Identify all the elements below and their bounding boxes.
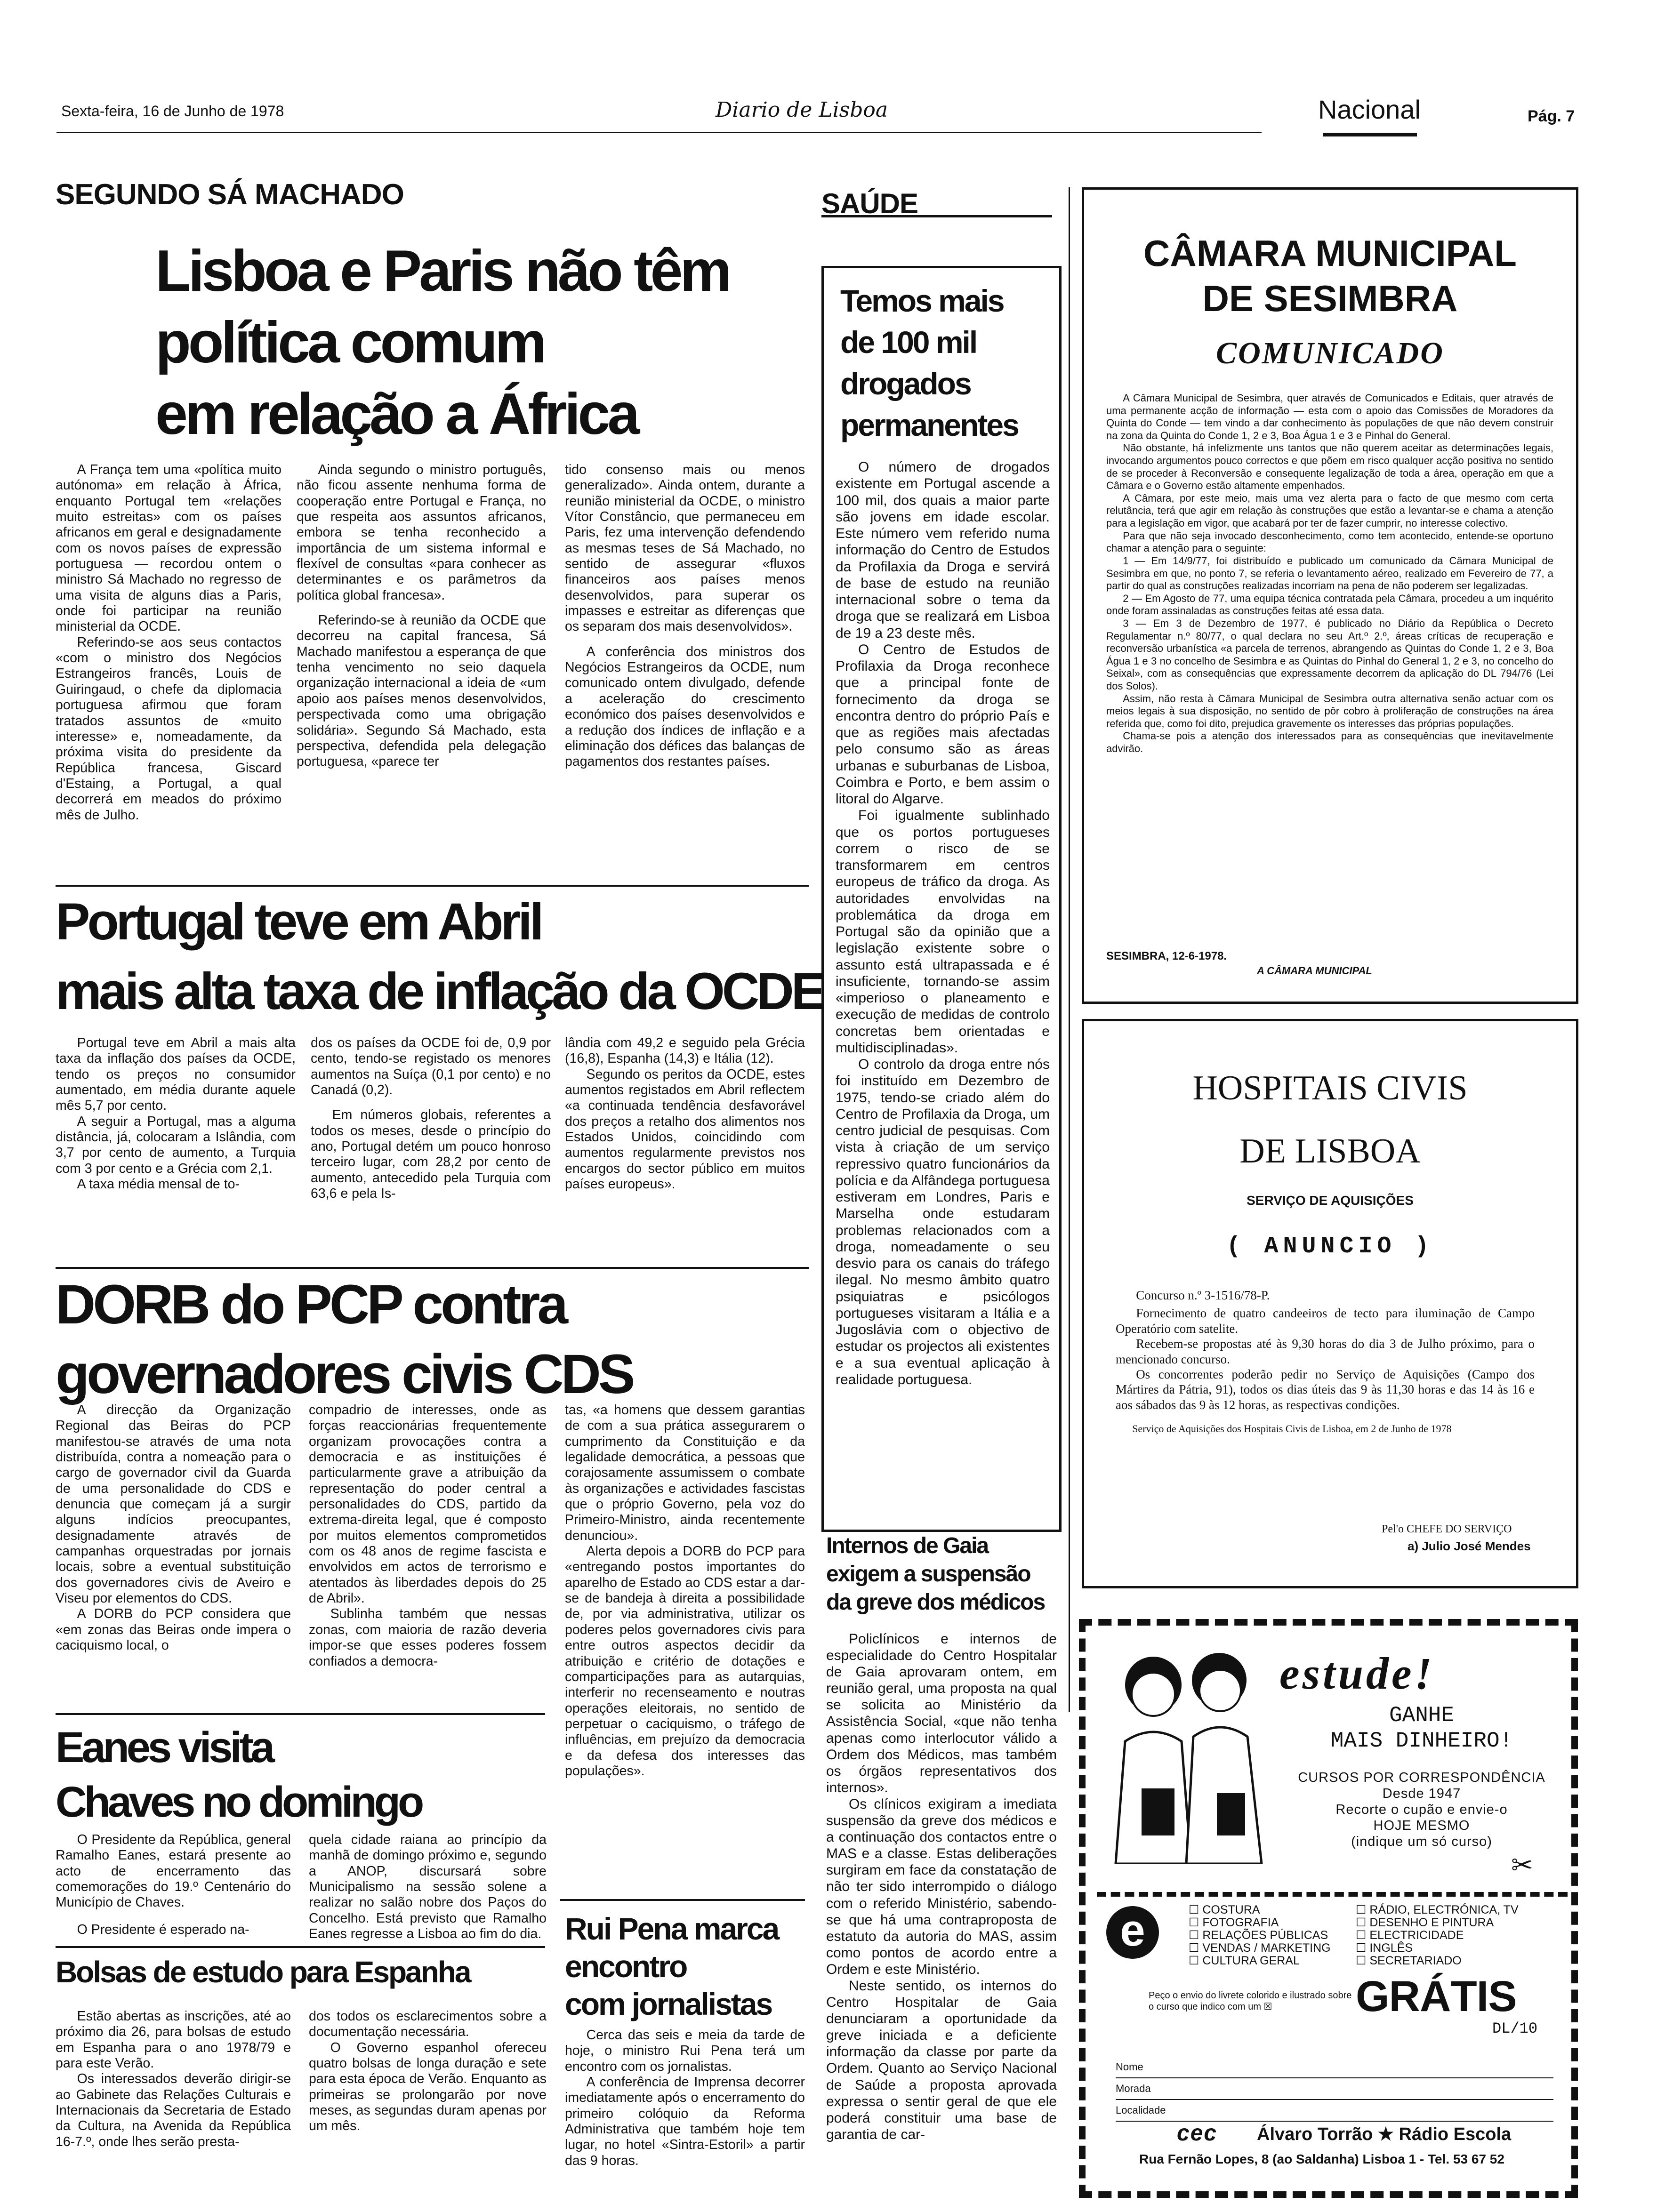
cec-logo: e <box>1106 1906 1159 1959</box>
article6-top-rule <box>560 1899 805 1901</box>
article3-col2: compadrio de interesses, onde as forças reaccionárias frequentemente organizam provocações contra a democracia e as instituições é particularmente grave a atribuição da representação do poder central a personalidades do CDS, partido da extrema-direita legal, que é composto por muitos elementos comprometidos com os 48 anos de regime fascista e envolvidos em actos de terrorismo e atentados às liberdades depois do 25 de Abril». Sublinha também que nessas zonas, com maioria de razão deveria impor-se que esses poderes fossem confiados a democra- <box>309 1403 547 1669</box>
estude-slogan: GANHE MAIS DINHEIRO! <box>1330 1703 1513 1753</box>
students-illustration <box>1097 1638 1285 1864</box>
saude-label: SAÚDE <box>821 188 918 219</box>
camara-signature: A CÂMARA MUNICIPAL <box>1257 965 1372 977</box>
article1-col1: A França tem uma «política muito autónoma» em relação à África, enquanto Portugal tem «relações muito estreitas» com os países africanos em geral e designadamente com os novos países de expressão portuguesa — recordou ontem o ministro Sá Machado no regresso de uma visita de alguns dias a Paris, onde foi participar na reunião ministerial da OCDE. Referindo-se aos seus contactos «com o ministro dos Negócios Estrangeiros francês, Louis de Guiringaud, o chefe da diplomacia portuguesa afirmou que foram tratados assuntos de «muito interesse» e, nomeadamente, da próxima visita do presidente da República francesa, Giscard d'Estaing, a Portugal, a qual decorrerá em meados do próximo mês de Julho. <box>56 462 282 823</box>
header-date: Sexta-feira, 16 de Junho de 1978 <box>61 103 284 120</box>
article4-col2: quela cidade raiana ao princípio da manhã de domingo próximo e, segundo a ANOP, discursará sobre Municipalismo na sessão solene a realizar no salão nobre dos Paços do Concelho. Está previsto que Ramalho Eanes regresse a Lisboa ao fim do dia. <box>309 1832 547 1942</box>
address-field[interactable]: Morada <box>1116 2078 1553 2100</box>
article2-headline: Portugal teve em Abril mais alta taxa de inflação da OCDE <box>56 893 823 1020</box>
article4-col1: O Presidente da República, general Ramalho Eanes, estará presente ao acto de encerramento das comemorações do 19.º Centenário do Município de Chaves. O Presidente é esperado na- <box>56 1832 291 1937</box>
newspaper-name: Diario de Lisboa <box>716 98 888 122</box>
course-checkbox[interactable]: ☐ SECRETARIADO <box>1356 1954 1462 1967</box>
estude-brand: estude! <box>1279 1648 1435 1699</box>
course-checkbox[interactable]: ☐ COSTURA <box>1189 1903 1260 1916</box>
section-name: Nacional <box>1318 95 1421 124</box>
scissors-icon: ✂ <box>1511 1850 1533 1880</box>
article2-col1: Portugal teve em Abril a mais alta taxa da inflação dos países da OCDE, tendo os preços no consumidor aumentado, em média durante aquele mês 5,7 por cento. A seguir a Portugal, mas a alguma distância, já, colocaram a Islândia, com 3,7 por cento de aumento, a Turquia com 3 por cento e a Grécia com 2,1. A taxa média mensal de to- <box>56 1035 296 1192</box>
section-underline <box>1323 133 1417 136</box>
article2-col3: lândia com 49,2 e seguido pela Grécia (16,8), Espanha (14,3) e Itália (12). Segundo os peritos da OCDE, estes aumentos registados em Abril reflectem «a continuada tendência desfavorável dos preços a retalho dos alimentos nos Estados Unidos, coincidindo com aumentos regularmente previstos nos encargos do sector público em muitos países europeus». <box>565 1035 805 1192</box>
hospitais-sig1: Pel'o CHEFE DO SERVIÇO <box>1382 1523 1512 1535</box>
estude-info: CURSOS POR CORRESPONDÊNCIA Desde 1947 Recorte o cupão e envie-o HOJE MESMO (indique um só curso) <box>1298 1770 1545 1849</box>
header-rule <box>56 132 1262 133</box>
column-separator <box>1069 187 1070 1712</box>
gratis-label: GRÁTIS <box>1356 1972 1517 2020</box>
course-checkbox[interactable]: ☐ DESENHO E PINTURA <box>1356 1916 1494 1929</box>
page-number: Pág. 7 <box>1528 107 1575 125</box>
free-booklet-text: Peço o envio do livrete colorido e ilustrado sobre o curso que indico com um ☒ <box>1149 1990 1352 2012</box>
article1-col3: tido consenso mais ou menos generalizado». Ainda ontem, durante a reunião ministerial da OCDE, o ministro Vítor Constâncio, que permaneceu em Paris, fez uma intervenção defendendo as mesmas teses de Sá Machado, no sentido de assegurar «fluxos financeiros aos países menos desenvolvidos, para superar os impasses e estreitar as diferenças que os separam dos mais desenvolvidos». A conferência dos ministros dos Negócios Estrangeiros da OCDE, num comunicado ontem divulgado, defende a aceleração do crescimento económico dos países desenvolvidos e a redução dos índices de inflação e a eliminação dos défices das balanças de pagamentos dos restantes países. <box>565 462 805 769</box>
camara-title: CÂMARA MUNICIPAL DE SESIMBRA <box>1143 232 1517 319</box>
article2-bottom-rule <box>56 1267 809 1269</box>
saude-headline: Temos mais de 100 mil drogados permanentes <box>840 283 1018 442</box>
article3-col1: A direcção da Organização Regional das Beiras do PCP manifestou-se através de uma nota distribuída, contra a nomeação para o cargo de governador civil da Guarda de uma personalidade do CDS e denuncia que começam já a surgir alguns indícios preocupantes, designadamente através de campanhas orquestradas por jornais locais, sobre a eventual substituição dos governadores civis de Aveiro e Viseu por elementos do CDS. A DORB do PCP considera que «em zonas das Beiras onde impera o caciquismo local, o <box>56 1403 291 1653</box>
hospitais-sig2: a) Julio José Mendes <box>1408 1539 1531 1553</box>
hospitais-service: SERVIÇO DE AQUISIÇÕES <box>1247 1193 1414 1208</box>
article1-kicker: SEGUNDO SÁ MACHADO <box>56 178 404 211</box>
city-field[interactable]: Localidade <box>1116 2100 1553 2122</box>
camara-place-date: SESIMBRA, 12-6-1978. <box>1106 950 1227 962</box>
article4-bottom-rule <box>56 1946 545 1948</box>
cec-footer-brand: cec <box>1177 2121 1218 2146</box>
article3-bottom-rule <box>56 1713 545 1715</box>
hospitais-anuncio: ( ANUNCIO ) <box>1226 1233 1434 1260</box>
course-checkbox[interactable]: ☐ FOTOGRAFIA <box>1189 1916 1279 1929</box>
article1-bottom-rule <box>56 885 809 887</box>
camara-subtitle: COMUNICADO <box>1216 336 1444 370</box>
gaia-headline: Internos de Gaia exigem a suspensão da greve dos médicos <box>826 1533 1045 1615</box>
hospitais-title: HOSPITAIS CIVIS DE LISBOA <box>1192 1069 1468 1170</box>
article5-headline: Bolsas de estudo para Espanha <box>56 1955 470 1989</box>
camara-body: A Câmara Municipal de Sesimbra, quer através de Comunicados e Editais, quer através de uma permanente acção de informação — esta com o apoio das Comissões de Moradores da Quinta do Conde — tem vindo a dar conhecimento às populações de que não devem construir na zona da Quinta do Conde 1, 2 e 3, Boa Água 1 e 3 e Pinhal do General. Não obstante, há infelizmente uns tantos que não querem aceitar as determinações legais, invocando argumentos pouco correctos e que põem em risco qualquer acção positiva no sentido de se proceder à Reconversão e consequente legalização de toda a área, operação em que a Câmara e o Governo estão altamente empenhados. A Câmara, por este meio, mais uma vez alerta para o facto de que mesmo com certa relutância, terá que agir em relação às construções que estão a levantar-se e chama a atenção para a legislação em vigor, que acabará por ter de fazer cumprir, no interesse colectivo. Para que não seja invocado desconhecimento, como tem acontecido, entende-se oportuno chamar a atenção para o seguinte: 1 — Em 14/9/77, foi distribuído e publicado um comunicado da Câmara Municipal de Sesimbra em que, no ponto 7, se referia o levantamento aéreo, realizado em Fevereiro de 77, a partir do qual as construções realizadas incorriam na pena de não poderem ser legalizadas. 2 — Em Agosto de 77, uma equipa técnica contratada pela Câmara, procedeu a um inquérito onde foram assinaladas as construções feitas até essa data. 3 — Em 3 de Dezembro de 1977, é publicado no Diário da República o Decreto Regulamentar n.º 80/77, o qual declara no seu Art.º 2.º, áreas críticas de recuperação e reconversão urbanística «a parcela de terrenos, abrangendo as Quintas do Conde 1, 2 e 3, Boa Água 1 e 3 no concelho de Sesimbra e as Quintas do Pinhal do General 1, 2 e 3, no concelho do Seixal», com as consequências que expressamente decorrem da aplicação do DL 794/76 (Lei dos Solos). Assim, não resta à Câmara Municipal de Sesimbra outra alternativa senão actuar com os meios legais à sua disposição, no sentido de pôr cobro à proliferação de construções na área referida que, como foi dito, prejudica gravemente os interesses das próprias populações. Chama-se pois a atenção dos interessados para as consequências que inevitavelmente advirão. <box>1106 392 1553 755</box>
saude-label-box <box>821 187 1052 217</box>
article5-col1: Estão abertas as inscrições, até ao próximo dia 26, para bolsas de estudo em Espanha para o ano 1978/79 e para este Verão. Os interessados deverão dirigir-se ao Gabinete das Relações Culturais e Internacionais da Secretaria de Estado da Cultura, na Avenida da República 16-7.º, onde lhes serão presta- <box>56 2009 291 2149</box>
ad-footer-line2: Rua Fernão Lopes, 8 (ao Saldanha) Lisboa 1 - Tel. 53 67 52 <box>1139 2152 1504 2166</box>
article1-headline: Lisboa e Paris não têm política comum em relação a África <box>155 239 729 447</box>
gaia-body: Policlínicos e internos de especialidade do Centro Hospitalar de Gaia aprovaram ontem, em reunião geral, uma proposta na qual se solicita ao Ministério da Assistência Social, «que não tenha apenas como interlocutor válido a Ordem dos Médicos, mas também os órgãos representativos dos internos». Os clínicos exigiram a imediata suspensão da greve dos médicos e a continuação dos contactos entre o MAS e a classe. Estas deliberações surgiram em face da constatação de não ter sido interrompido o diálogo com o referido Ministério, sabendo-se que há uma contraproposta de estatuto da autoria do MAS, assim como pontos de acordo entre a Ordem e este Ministério. Neste sentido, os internos do Centro Hospitalar de Gaia denunciaram a oportunidade da greve iniciada e a deficiente informação da classe por parte da Ordem. Quanto ao Serviço Nacional de Saúde a proposta aprovada expressa o sentir geral de que ele poderá constituir uma base de garantia de car- <box>826 1631 1057 2142</box>
course-checkbox[interactable]: ☐ CULTURA GERAL <box>1189 1954 1300 1967</box>
courses-left-list <box>1189 1904 1331 1967</box>
course-checkbox[interactable]: ☐ INGLÊS <box>1356 1941 1413 1955</box>
article2-col2: dos os países da OCDE foi de, 0,9 por cento, tendo-se registado os menores aumentos na Suíça (0,1 por cento) e no Canadá (0,2). Em números globais, referentes a todos os meses, desde o princípio do ano, Portugal detém um pouco honroso terceiro lugar, com 28,2 por cento de aumento, antecedido pela Turquia com 63,6 e pela Is- <box>311 1035 551 1202</box>
article6-headline: Rui Pena marca encontro com jornalistas <box>565 1911 779 2021</box>
article4-headline: Eanes visita Chaves no domingo <box>56 1723 422 1826</box>
coupon-form <box>1116 2057 1553 2122</box>
name-field[interactable]: Nome <box>1116 2057 1553 2078</box>
course-checkbox[interactable]: ☐ RÁDIO, ELECTRÓNICA, TV <box>1356 1903 1519 1916</box>
course-checkbox[interactable]: ☐ ELECTRICIDADE <box>1356 1929 1464 1942</box>
course-checkbox[interactable]: ☐ VENDAS / MARKETING <box>1189 1941 1331 1955</box>
article6-body: Cerca das seis e meia da tarde de hoje, o ministro Rui Pena terá um encontro com os jornalistas. A conferência de Imprensa decorrer imediatamente após o encerramento do primeiro colóquio da Reforma Administrativa que também hoje tem lugar, no hotel «Sintra-Estoril» a partir das 9 horas. <box>565 2028 805 2168</box>
course-checkbox[interactable]: ☐ RELAÇÕES PÚBLICAS <box>1189 1929 1328 1942</box>
article5-col2: dos todos os esclarecimentos sobre a documentação necessária. O Governo espanhol ofereceu quatro bolsas de longa duração e sete para esta época de Verão. Enquanto as primeiras se prolongarão por nove meses, as segundas duram apenas por um mês. <box>309 2009 547 2134</box>
coupon-code: DL/10 <box>1492 2020 1538 2037</box>
ad-footer-line1: Álvaro Torrão ★ Rádio Escola <box>1257 2124 1512 2144</box>
hospitais-body: Concurso n.º 3-1516/78-P. Fornecimento de quatro candeeiros de tecto para iluminação de Campo Operatório com satelite. Recebem-se propostas até às 9,30 horas do dia 3 de Julho próximo, para o mencionado concurso. Os concorrentes poderão pedir no Serviço de Aquisições (Campo dos Mártires da Pátria, 91), todos os dias úteis das 9 às 11,30 horas e das 14 às 16 e aos sábados das 9 às 12 horas, as respectivas condições. Serviço de Aquisições dos Hospitais Civis de Lisboa, em 2 de Junho de 1978 <box>1116 1288 1535 1435</box>
saude-body: O número de drogados existente em Portugal ascende a 100 mil, dos quais a maior parte são jovens em idade escolar. Este número vem referido numa informação do Centro de Estudos da Profilaxia da Droga e servirá de base de estudo na reunião internacional sobre o tema da droga que se realizará em Lisboa de 19 a 23 deste mês. O Centro de Estudos de Profilaxia da Droga reconhece que a principal fonte de fornecimento da droga se encontra dentro do próprio País e que as regiões mais afectadas pelo consumo são as áreas urbanas e suburbanas de Lisboa, Coimbra e Porto, e bem assim o litoral do Algarve. Foi igualmente sublinhado que os portos portugueses correm o risco de se transformarem em centros europeus de tráfico da droga. As autoridades envolvidas na problemática da droga em Portugal são da opinião que a legislação existente sobre o assunto está ultrapassada e é insuficiente, tornando-se assim «imperioso o planeamento e execução de medidas de controlo concretas bem orientadas e multidisciplinadas». O controlo da droga entre nós foi instituído em Dezembro de 1975, tendo-se criado além do Centro de Profilaxia da Droga, um centro judicial de pesquisas. Com vista à criação de um serviço repressivo quatro funcionários da polícia e da Alfândega portuguesa estiveram em Londres, Paris e Marselha onde estudaram problemas relacionados com a droga, nomeadamente o seu desvio para os canais do tráfego ilegal. No mesmo âmbito quatro psiquiatras e psicólogos portugueses visitaram a Itália e a Jugoslávia com o objectivo de estudar os projectos ali existentes e a sua eventual aplicação à realidade portuguesa. <box>836 459 1050 1387</box>
coupon-cut-line <box>1097 1892 1568 1897</box>
courses-right-list <box>1356 1904 1519 1967</box>
article3-col3: tas, «a homens que dessem garantias de com a sua prática assegurarem o cumprimento da Constituição e da legalidade democrática, a pessoas que corajosamente assumissem o combate às organizações e actividades fascistas que o próprio Governo, pela voz do Primeiro-Ministro, ainda recentemente denunciou». Alerta depois a DORB do PCP para «entregando postos importantes do aparelho de Estado ao CDS estar a dar-se de bandeja à direita a possibilidade de, por via administrativa, utilizar os poderes pelos governadores civis para entre outros aspectos decidir da atribuição e critério de dotações e comparticipações para as autarquias, interferir no recenseamento e noutras operações eleitorais, no sentido de perpetuar o caciquismo, o tráfego de influências, em prejuízo da democracia e da defesa dos interesses das populações». <box>565 1403 805 1779</box>
article3-headline: DORB do PCP contra governadores civis CDS <box>56 1274 633 1405</box>
article1-col2: Ainda segundo o ministro português, não ficou assente nenhuma forma de cooperação entre Portugal e França, no que respeita aos assuntos africanos, embora se tenha reconhecido a importância de um sistema informal e flexível de consultas «para conhecer as determinantes e os parâmetros da política global francesa». Referindo-se à reunião da OCDE que decorreu na capital francesa, Sá Machado manifestou a esperança de que tenha vencimento no seio daquela organização internacional a ideia de «um apoio aos países menos desenvolvidos, perspectivada como uma obrigação solidária». Segundo Sá Machado, esta perspectiva, defendida pela delegação portuguesa, «parece ter <box>297 462 546 769</box>
